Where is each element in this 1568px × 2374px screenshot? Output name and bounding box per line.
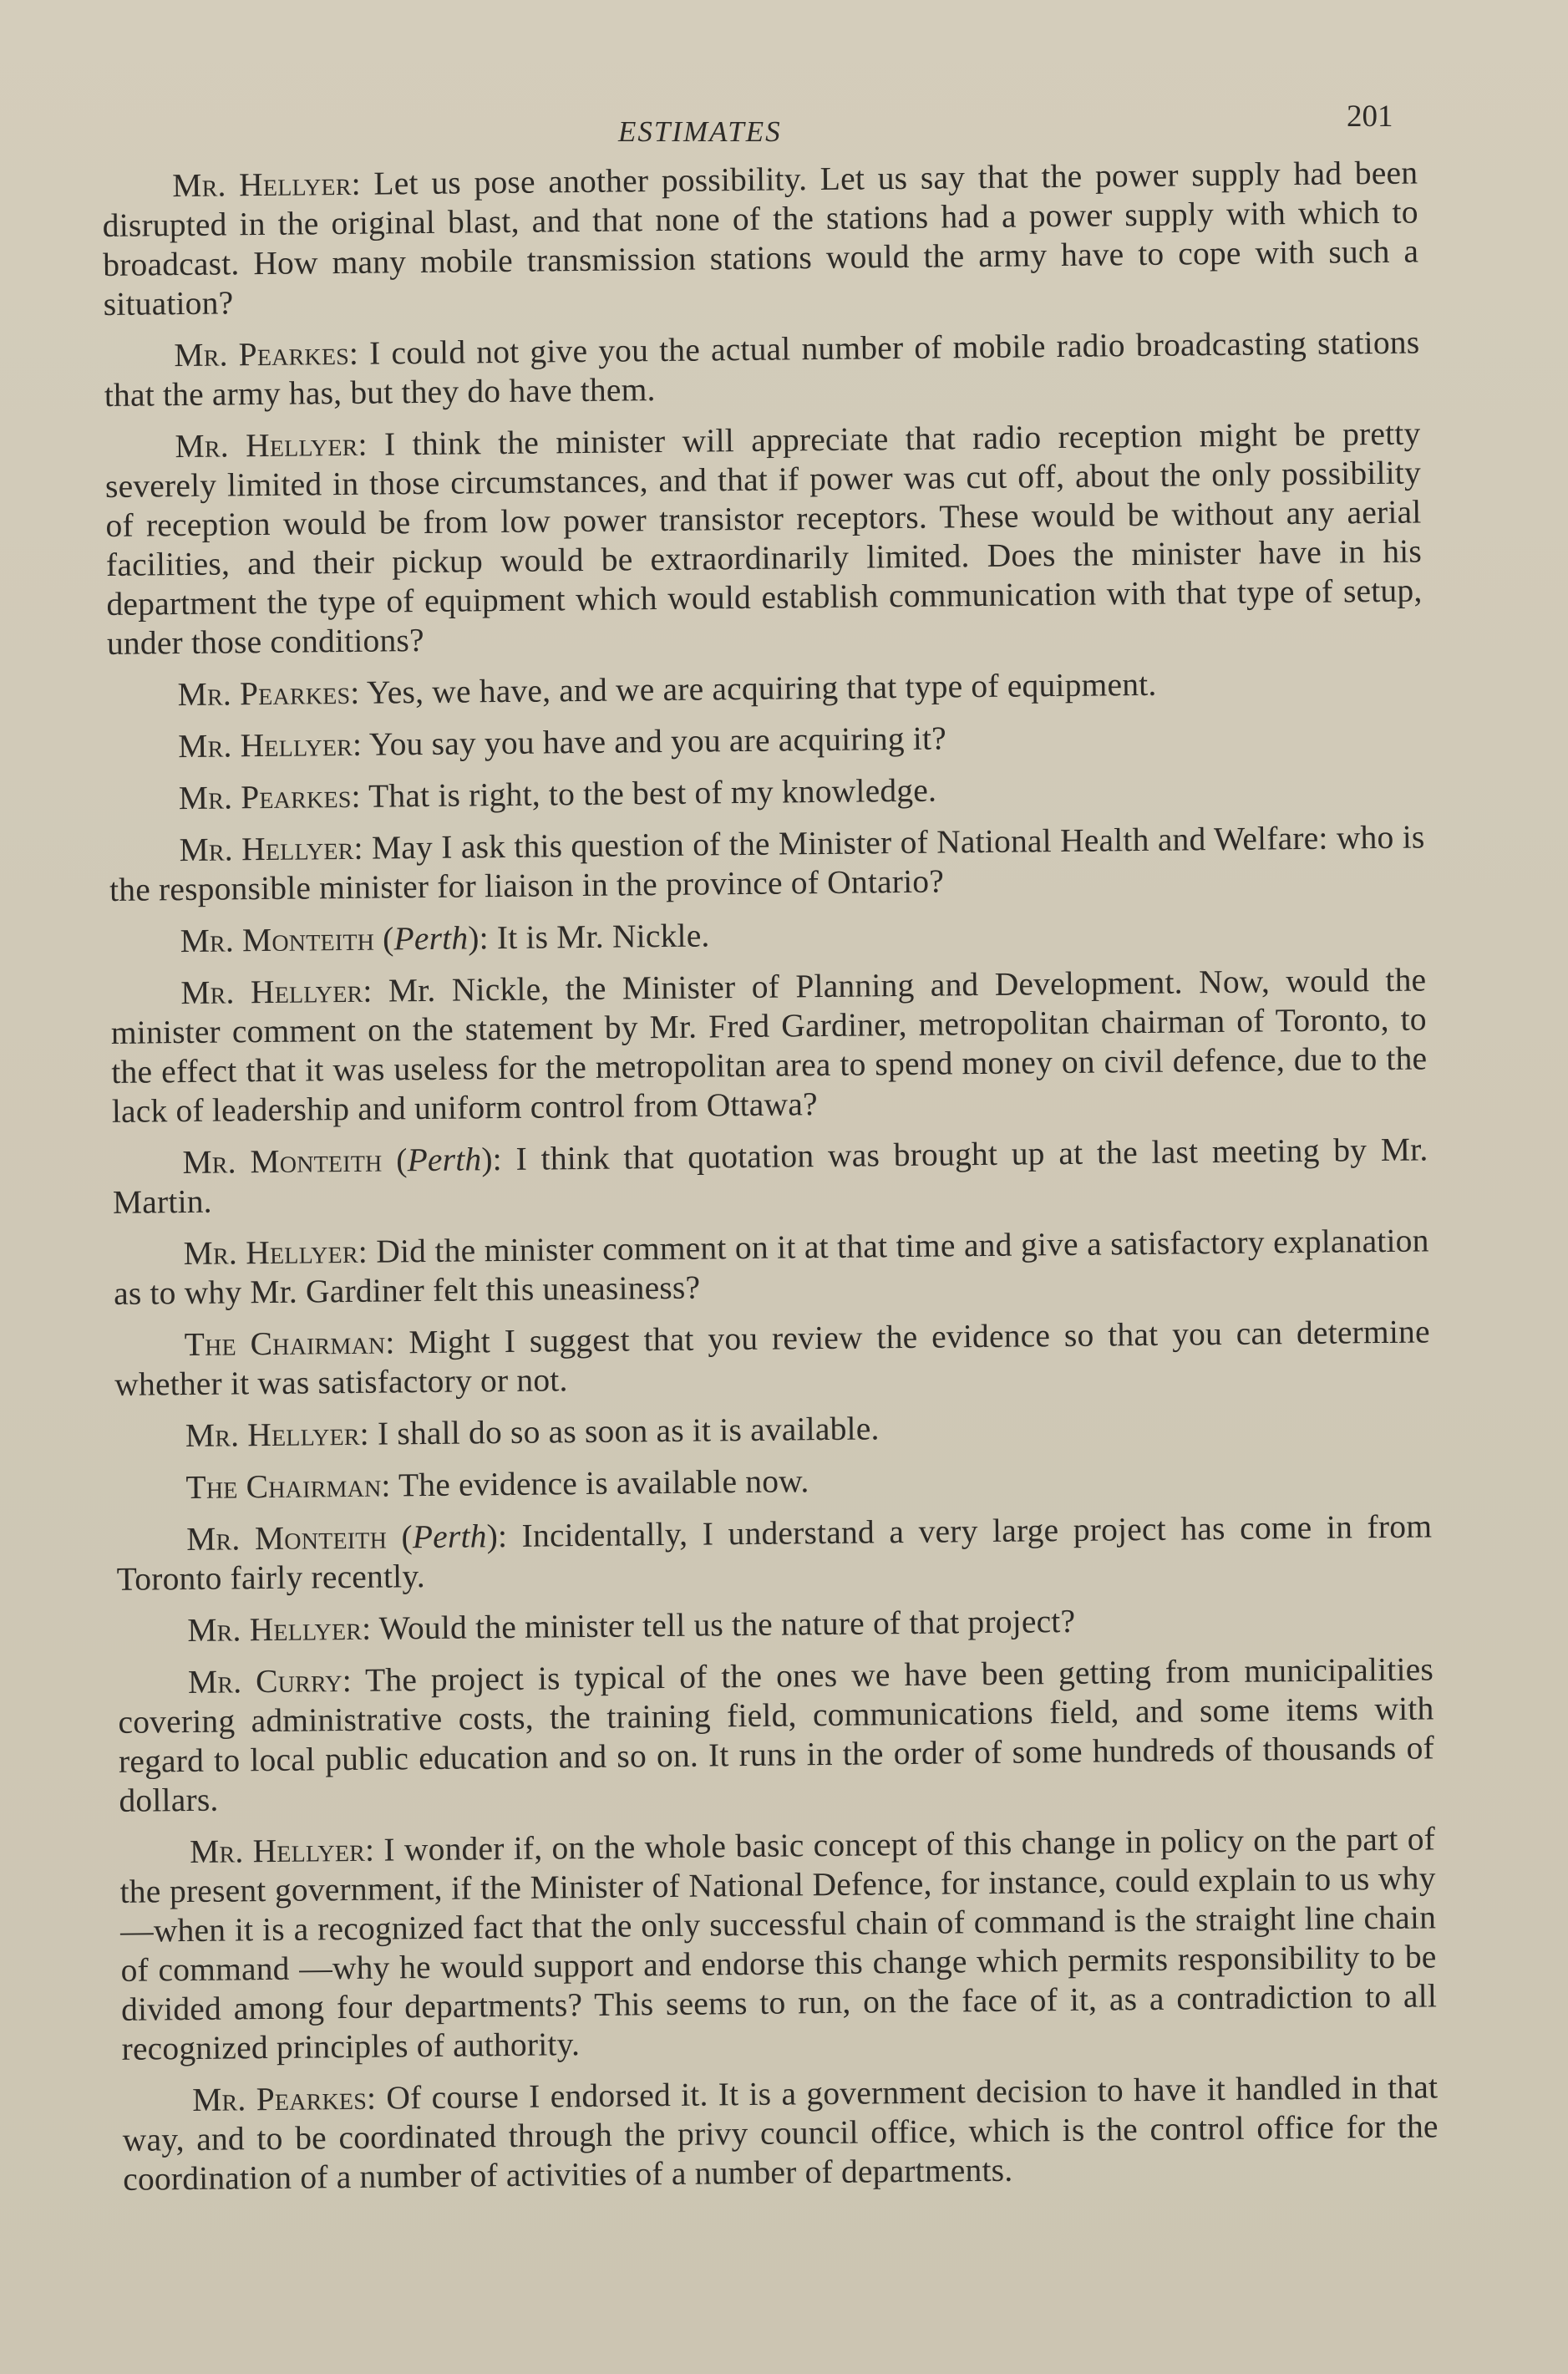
speaker-name: Mr. Hellyer: xyxy=(175,425,368,465)
transcript-paragraph xyxy=(122,2067,1439,2199)
speaker-name: Mr. Hellyer: xyxy=(180,972,373,1012)
paragraph-text: : It is Mr. Nickle. xyxy=(479,917,710,957)
paragraph-text: The project is typical of the ones we have been getting from municipalities covering administrative costs, the training field, communications field, and some items with regard to local public education and so on. It runs in the order of some hundreds of thousands of dollars. xyxy=(118,1650,1435,1819)
paragraph-text: I could not give you the actual number of mobile radio broadcasting stations that the army has, but they do have them. xyxy=(104,323,1420,414)
speaker-name: Mr. Hellyer: xyxy=(172,165,362,205)
speaker-name: Mr. Curry: xyxy=(187,1661,353,1701)
speaker-name: The Chairman: xyxy=(185,1467,391,1507)
speaker-name: Mr. Hellyer: xyxy=(179,829,363,869)
transcript-paragraph: Mr. Monteith (Perth): It is Mr. Nickle. xyxy=(180,917,710,960)
transcript-paragraph xyxy=(102,154,1419,324)
riding-name: Perth xyxy=(412,1517,487,1556)
transcript-body xyxy=(102,154,1439,2212)
paragraph-text: Let us pose another possibility. Let us say that the power supply had been disrupted in the original blast, and that none of the stations had a power supply with which to broadcast. How many mobile transmission stations would the army have to cope with such a situation? xyxy=(102,154,1419,323)
paragraph-text: Would the minister tell us the nature of that project? xyxy=(371,1602,1076,1647)
transcript-paragraph xyxy=(117,1598,1433,1650)
paragraph-text: Of course I endorsed it. It is a government decision to have it handled in that way, and to be coordinated through the privy council office, which is the control office for the coordination of a number of activities of a number of departments. xyxy=(122,2068,1439,2198)
speaker-name: Mr. Hellyer: xyxy=(178,725,363,765)
riding-name: Perth xyxy=(393,919,469,958)
transcript-paragraph xyxy=(109,765,1424,818)
transcript-paragraph xyxy=(118,1650,1435,1820)
transcript-paragraph xyxy=(107,662,1423,714)
paragraph-text: May I ask this question of the Minister of National Health and Welfare: who is the responsible minister for liaison in the province of Ontario? xyxy=(109,818,1425,908)
paragraph-text: : Incidentally, I understand a very large project has come in from Toronto fairly recently. xyxy=(116,1507,1433,1598)
transcript-paragraph xyxy=(104,323,1420,414)
transcript-paragraph xyxy=(104,414,1423,663)
paragraph-text: That is right, to the best of my knowledge. xyxy=(360,771,937,815)
speaker-name: Mr. Pearkes: xyxy=(178,777,361,817)
paragraph-text: The evidence is available now. xyxy=(390,1462,809,1504)
speaker-name: Mr. Pearkes: xyxy=(191,2079,377,2118)
paragraph-text: Yes, we have, and we are acquiring that type of equipment. xyxy=(359,665,1157,711)
speaker-name: Mr. Monteith xyxy=(180,920,375,960)
speaker-name: Mr. Monteith xyxy=(185,1518,388,1558)
paragraph-text: : I think that quotation was brought up at the last meeting by Mr. Martin. xyxy=(112,1131,1428,1221)
paragraph-text: I think the minister will appreciate that radio reception might be pretty severely limited in those circumstances, and that if power was cut off, about the only possibility of reception would be from low power transistor receptors. These would be without any aerial facilities, and their pickup would be extraordinarily limited. Does the minister have in his department the type of equipment which would establish communication with that type of setup, under those conditions? xyxy=(104,414,1423,662)
transcript-paragraph xyxy=(115,1403,1431,1456)
running-head: ESTIMATES xyxy=(618,115,782,148)
speaker-name: Mr. Monteith xyxy=(182,1141,383,1182)
transcript-paragraph xyxy=(115,1455,1431,1507)
speaker-name: Mr. Hellyer: xyxy=(189,1831,375,1871)
transcript-paragraph xyxy=(113,1221,1429,1313)
paragraph-text: I shall do so as soon as it is available. xyxy=(368,1410,880,1452)
riding-name: Perth xyxy=(407,1141,482,1179)
paragraph-text: You say you have and you are acquiring it? xyxy=(361,719,947,763)
transcript-paragraph: Mr. Monteith (Perth): I think that quotation was brought up at the last meeting by Mr. Martin. xyxy=(112,1131,1428,1221)
speaker-name: Mr. Hellyer: xyxy=(183,1233,368,1273)
transcript-paragraph xyxy=(119,1819,1438,2068)
speaker-name: Mr. Hellyer: xyxy=(185,1415,370,1455)
transcript-paragraph xyxy=(108,714,1423,766)
transcript-paragraph xyxy=(114,1312,1431,1404)
speaker-name: The Chairman: xyxy=(184,1324,395,1364)
transcript-paragraph xyxy=(110,960,1428,1131)
speaker-name: Mr. Pearkes: xyxy=(177,674,360,714)
speaker-name: Mr. Pearkes: xyxy=(174,334,359,374)
paragraph-text: I wonder if, on the whole basic concept of this change in policy on the part of the present government, if the Minister of National Defence, for instance, could explain to us why—when it is a recognized fact that the only successful chain of command is the straight line chain of command —why he would support and endorse this change which permits responsibility to be divided among four departments? This seems to run, on the face of it, as a contradiction to all recognized principles of authority. xyxy=(119,1820,1438,2067)
paragraph-text: Did the minister comment on it at that time and give a satisfactory explanation as to why Mr. Gardiner felt this uneasiness? xyxy=(113,1222,1429,1312)
transcript-paragraph: Mr. Monteith (Perth): Incidentally, I understand a very large project has come in from Toronto fairly recently. xyxy=(116,1507,1433,1598)
page-number: 201 xyxy=(1347,99,1393,134)
paragraph-text: Mr. Nickle, the Minister of Planning and Development. Now, would the minister comment on the statement by Mr. Fred Gardiner, metropolitan chairman of Toronto, to the effect that it was useless for the metropolitan area to spend money on civil defence, due to the lack of leadership and uniform control from Ottawa? xyxy=(110,961,1428,1130)
transcript-paragraph xyxy=(109,817,1425,909)
paragraph-text: Might I suggest that you review the evidence so that you can determine whether it was satisfactory or not. xyxy=(114,1313,1430,1403)
speaker-name: Mr. Hellyer: xyxy=(187,1609,372,1650)
